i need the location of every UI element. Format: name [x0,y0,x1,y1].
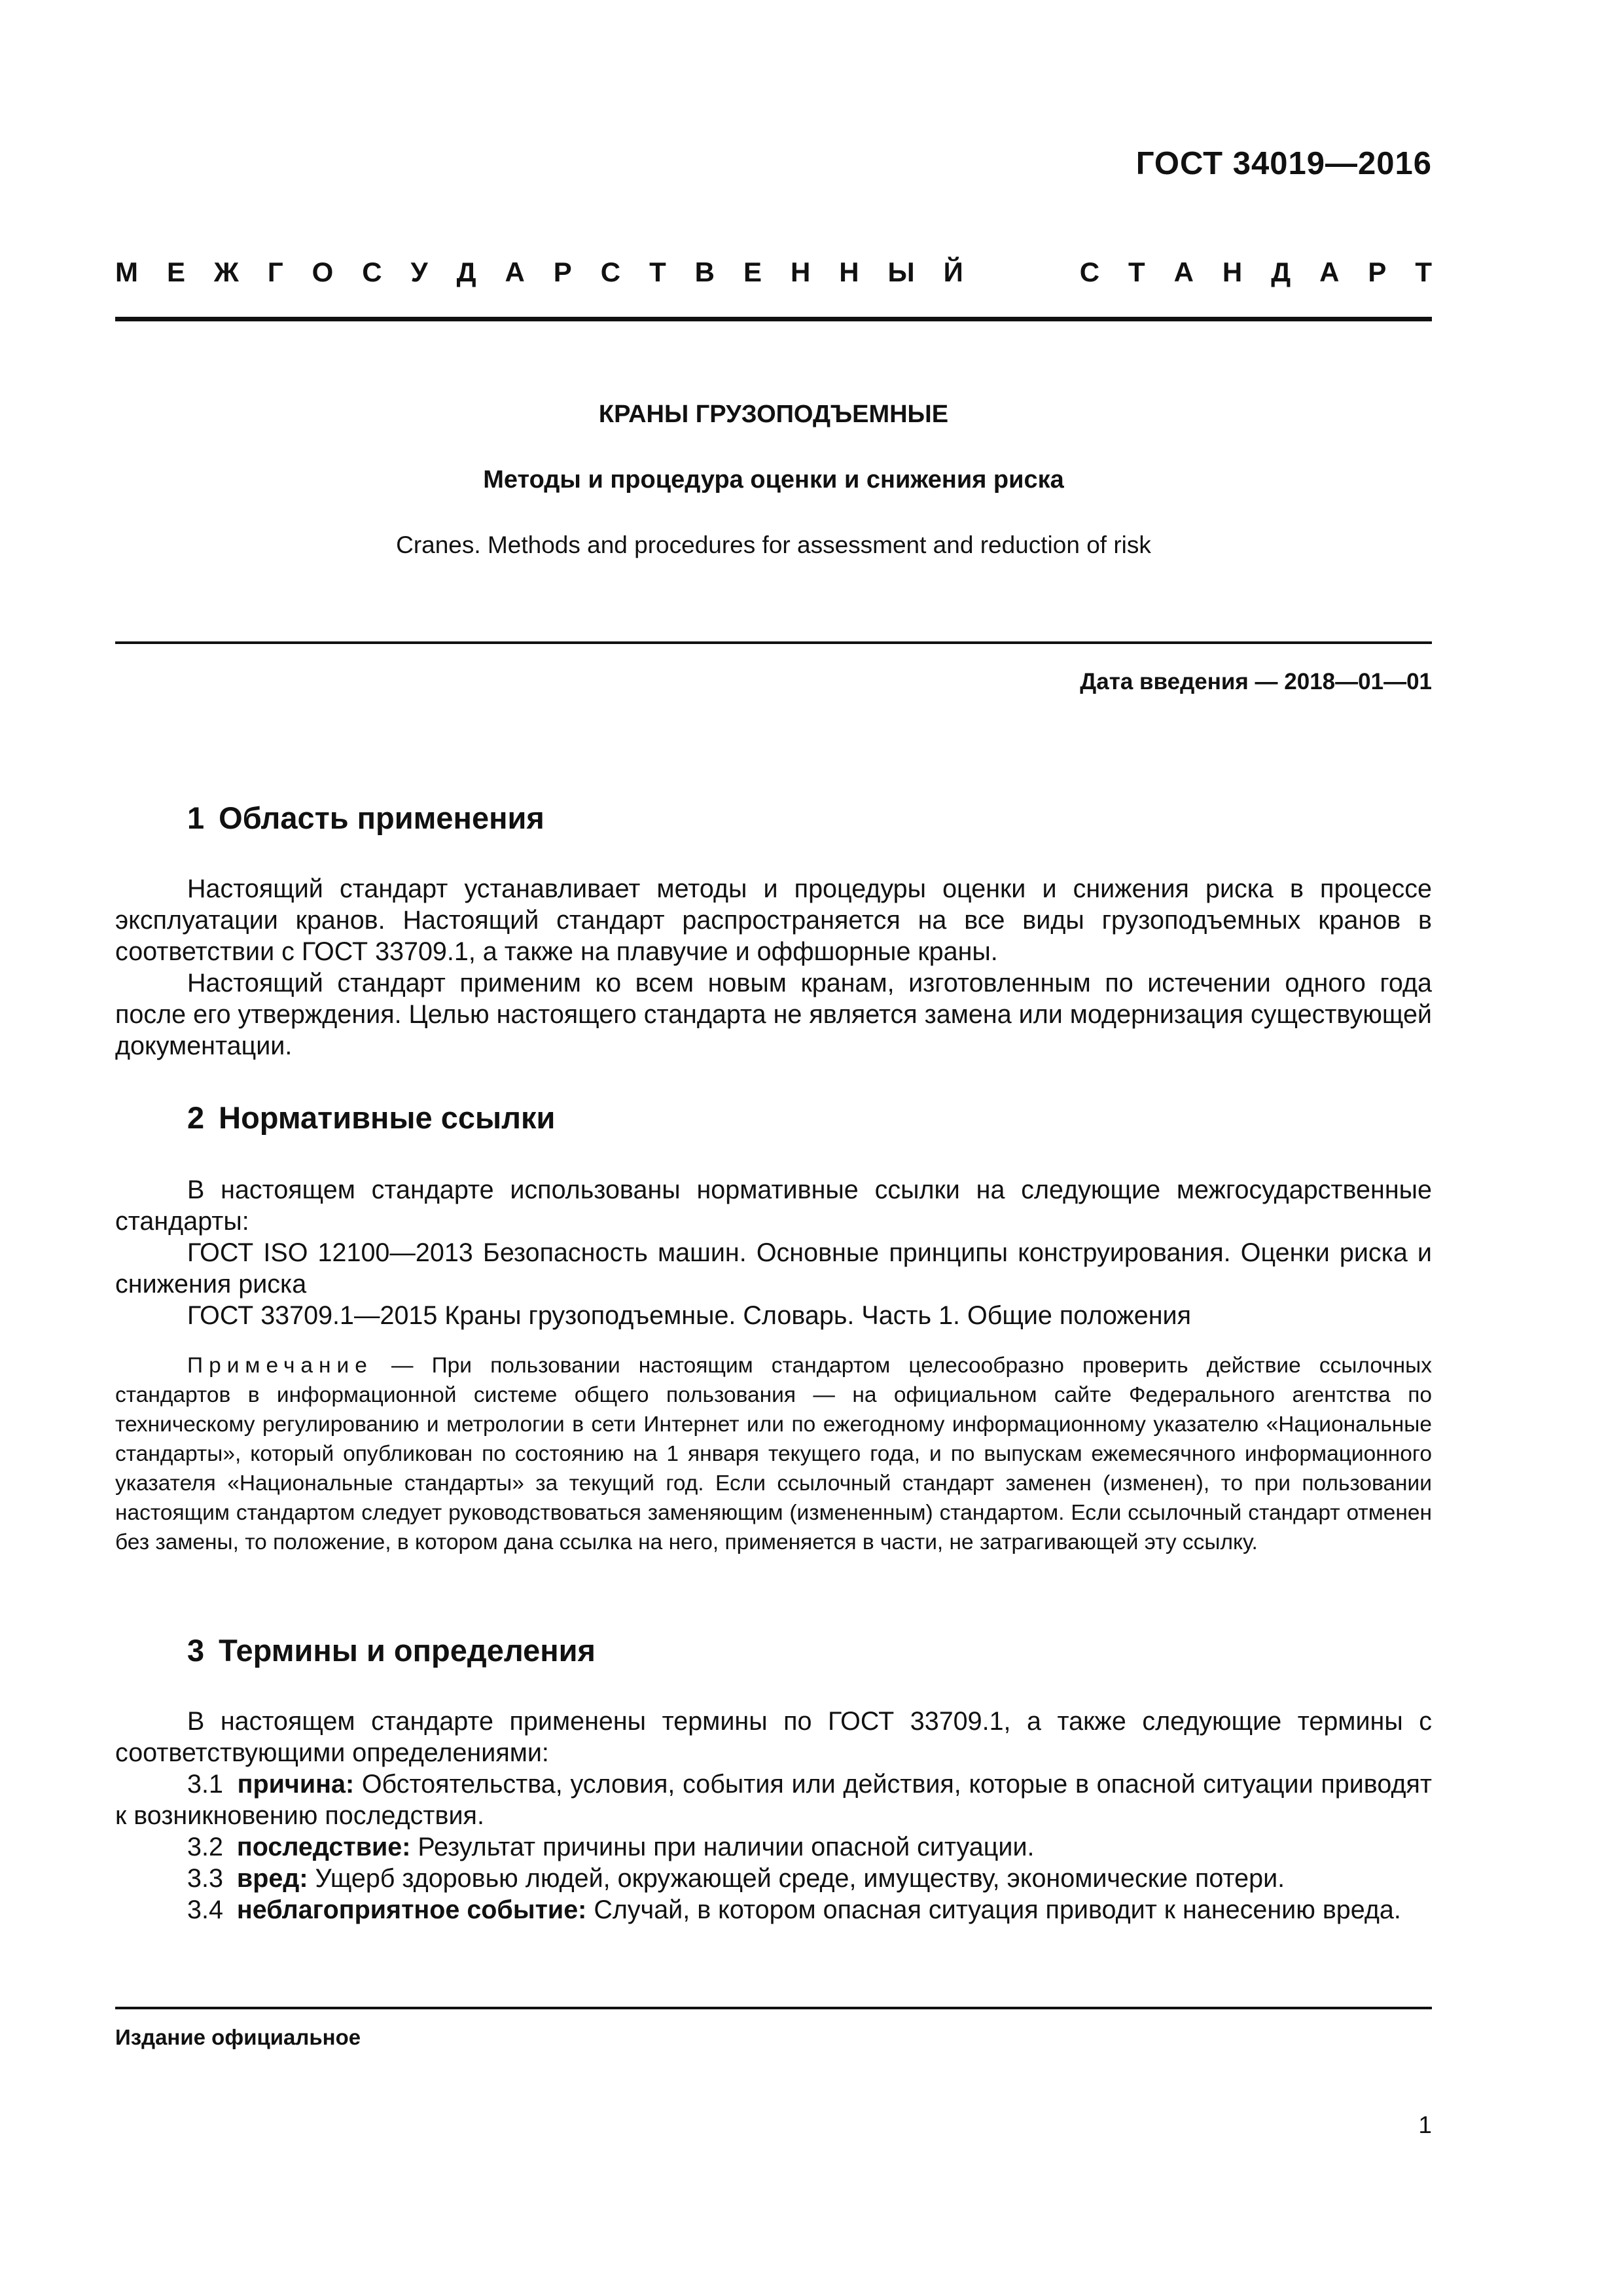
banner-letter: Т [1415,257,1432,287]
term-number: 3.4 [187,1895,223,1924]
banner-word-gap [992,257,1051,288]
banner-letter: С [362,257,382,287]
banner-letter: Р [1368,257,1387,287]
banner-letter: Е [743,257,762,287]
introduction-date: Дата введения — 2018—01—01 [1080,669,1432,694]
paragraph: В настоящем стандарте применены термины по ГОСТ 33709.1, а также следующие термины с соответствующими определениями: [115,1707,1432,1767]
banner-letter: Т [1128,257,1145,287]
section-number: 1 [187,800,205,835]
term-definition: Случай, в котором опасная ситуация приводит к нанесению вреда. [594,1895,1401,1924]
section-body-2 [115,1174,1432,1331]
banner-letter: С [1079,257,1100,287]
banner-letter: Н [1222,257,1243,287]
term-number: 3.1 [187,1770,223,1799]
banner-letter: Н [839,257,859,287]
banner-letter: О [312,257,334,287]
term-name: последствие: [236,1833,411,1861]
document-title: КРАНЫ ГРУЗОПОДЪЕМНЫЕ [598,401,949,428]
section-number: 3 [187,1633,205,1668]
section-title: Область применения [219,800,544,835]
section-title: Нормативные ссылки [219,1100,556,1135]
title-divider [115,641,1432,644]
banner-letter: У [410,257,428,287]
section-body-3 [115,1706,1432,1926]
document-title-english: Cranes. Methods and procedures for assessment and reduction of risk [396,531,1151,558]
term-definition: Обстоятельства, условия, события или действия, которые в опасной ситуации приводят к возникновению последствия. [115,1770,1432,1830]
term-name: неблагоприятное событие: [236,1895,587,1924]
banner-letter: В [694,257,715,287]
banner-letter: А [505,257,525,287]
paragraph: Настоящий стандарт применим ко всем новым кранам, изготовленным по истечении одного года после его утверждения. Целью настоящего стандарта не является замена или модернизация существующей документации. [115,969,1432,1060]
banner-letter: Ж [213,257,239,287]
term-name: причина: [237,1770,355,1799]
header-divider [115,317,1432,321]
banner-letter: Т [649,257,666,287]
banner-letter: Г [267,257,283,287]
section-body-1 [115,873,1432,1062]
note-block [115,1351,1432,1557]
standard-type-banner [115,257,1432,288]
banner-letter: Н [790,257,811,287]
banner-letter: Ы [887,257,915,287]
document-subtitle: Методы и процедура оценки и снижения риска [483,466,1064,493]
banner-letter: Й [943,257,963,287]
document-number: ГОСТ 34019—2016 [1135,146,1432,181]
section-heading-1 [115,800,1432,836]
banner-letter: Р [553,257,572,287]
paragraph: В настоящем стандарте использованы нормативные ссылки на следующие межгосударственные стандарты: [115,1175,1432,1236]
term-entry [115,1831,1432,1863]
term-entry [115,1894,1432,1926]
banner-letter: А [1319,257,1340,287]
footer-divider [115,2007,1432,2009]
banner-letter: Е [166,257,185,287]
banner-letter: А [1173,257,1194,287]
banner-letter: С [600,257,621,287]
paragraph: ГОСТ ISO 12100—2013 Безопасность машин. Основные принципы конструирования. Оценки риска и снижения риска [115,1238,1432,1299]
section-number: 2 [187,1100,205,1135]
paragraph: Настоящий стандарт устанавливает методы и процедуры оценки и снижения риска в процессе эксплуатации кранов. Настоящий стандарт распространяется на все виды грузоподъемных кранов в соответствии с ГОСТ 33709.1, а также на плавучие и оффшорные краны. [115,874,1432,966]
section-heading-3 [115,1632,1432,1668]
note-text: — При пользовании настоящим стандартом целесообразно проверить действие ссылочных стандартов в информационной системе общего пользования — на официальном сайте Федерального агентства по техническому регулированию и метрологии в сети Интернет или по ежегодному информационному указателю «Национальные стандарты», который опубликован по состоянию на 1 января текущего года, и по выпускам ежемесячного информационного указателя «Национальные стандарты» за текущий год. Если ссылочный стандарт заменен (изменен), то при пользовании настоящим стандартом следует руководствоваться заменяющим (измененным) стандартом. Если ссылочный стандарт отменен без замены, то положение, в котором дана ссылка на него, применяется в части, не затрагивающей эту ссылку. [115,1354,1432,1554]
banner-letter: Д [456,257,476,287]
term-definition: Результат причины при наличии опасной ситуации. [418,1833,1035,1861]
term-number: 3.2 [187,1833,223,1861]
term-definition: Ущерб здоровью людей, окружающей среде, имуществу, экономические потери. [315,1864,1285,1893]
term-entry [115,1863,1432,1894]
note-label: Примечание [187,1354,373,1378]
section-title: Термины и определения [219,1633,596,1668]
section-heading-2 [115,1100,1432,1136]
edition-label: Издание официальное [115,2025,361,2049]
banner-letter: М [115,257,138,287]
term-entry [115,1768,1432,1831]
term-name: вред: [236,1864,308,1893]
term-number: 3.3 [187,1864,223,1893]
paragraph: ГОСТ 33709.1—2015 Краны грузоподъемные. Словарь. Часть 1. Общие положения [187,1301,1192,1330]
page-number: 1 [1418,2111,1432,2138]
banner-letter: Д [1271,257,1291,287]
